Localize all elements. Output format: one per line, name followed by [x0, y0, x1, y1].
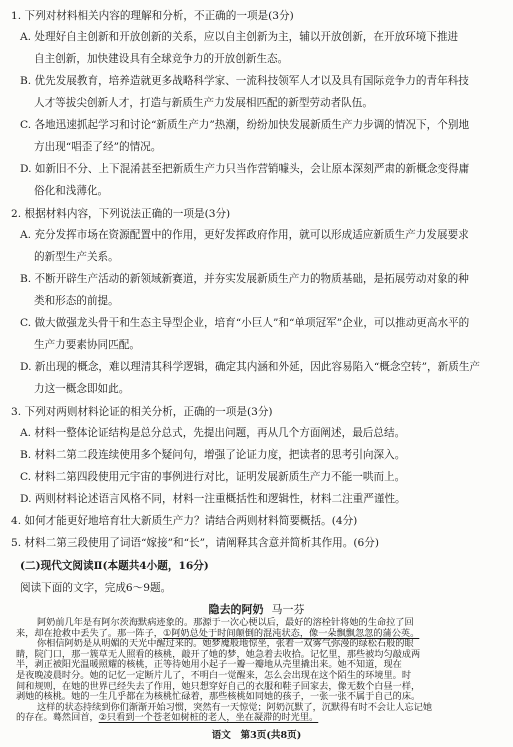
q2-option-d: [20, 356, 503, 400]
q2-option-a: [20, 224, 503, 268]
passage-line: 半，剥正被阳光温暖照耀的核桃，正等待她用小起子一瓣一瓣地从壳里撬出来。她不知道，现在: [16, 659, 402, 671]
option-line: A. 充分发挥市场在资源配置中的作用，更好发挥政府作用，就可以形成适应新质生产力发展要求: [20, 229, 469, 241]
option-line: D. 如新旧不分、上下混淆甚至把新质生产力只当作营销噱头，会让原本深刻严肃的新概念变得庸: [20, 163, 470, 175]
option-line: B. 优先发展教育，培养造就更多战略科学家、一流科技领军人才以及具有国际竞争力的青年科技: [20, 75, 469, 87]
q3-option-b: [20, 444, 503, 466]
option-line: D. 两则材料论述语言风格不同，材料一注重概括性和逻辑性，材料二注重严谨性。: [20, 493, 406, 505]
q1-option-c: [20, 114, 503, 158]
passage-line: 这样的状态持续到你们渐渐开始习惯，突然有一天惊觉；阿奶沉默了，沉默得有时不会让人忘记她: [37, 701, 433, 713]
option-line: D. 新出现的概念，难以理清其科学逻辑，确定其内涵和外延，因此容易陷入“概念空转”，新质生产: [20, 361, 481, 373]
page-footer: 语文 第3页(共8页): [211, 730, 302, 741]
passage-line: 间和规则，在她的世界已经失去了作用，她只想穿好自己的衣服和鞋子回家去，像无数个白昼一样，: [16, 680, 421, 692]
section-instruction: 阅读下面的文字，完成6～9题。: [20, 582, 172, 594]
option-line: A. 处理好自主创新和开放创新的关系，应以自主创新为主，辅以开放创新，在开放环境下推进: [20, 31, 459, 43]
q3-option-d: [20, 488, 503, 510]
underlined-sentence-1: ①阿奶总处于时间颠倒的混沌状态，像一朵飘飘忽忽的蒲公英。: [163, 627, 420, 639]
option-line: 的新型生产关系。: [34, 251, 119, 263]
passage-text: 来，却在抢救中丢失了。那一阵子，: [16, 627, 163, 639]
option-line: 人才等拔尖创新人才，打造与新质生产力发展相匹配的新型劳动者队伍。: [34, 97, 373, 109]
passage-line: 睛，院门口，那一簇草无人照看的核桃，敲开了她的梦，她急着去收拾。记忆里，那些被均匀敲成两: [16, 648, 421, 660]
option-line: C. 各地迅速抓起学习和讨论“新质生产力”热潮，纷纷加快发展新质生产力步调的情况下，个别地: [20, 119, 470, 131]
question-3-stem: 3. 下列对两则材料论证的相关分析，正确的一项是(3分): [11, 406, 273, 418]
passage-line: [16, 713, 506, 724]
q1-option-a: [20, 26, 503, 70]
q2-option-c: [20, 312, 503, 356]
q3-option-c: [20, 466, 503, 488]
option-line: C. 材料二第四段使用元宇宙的事例进行对比，证明发展新质生产力不能一哄而上。: [20, 471, 406, 483]
option-line: 方出现“唱歪了经”的情况。: [34, 141, 162, 153]
passage-title: [0, 601, 513, 617]
underlined-sentence-2: ②只看到一个苍老如树桩的老人，坐在凝滞的时光里。: [98, 712, 319, 724]
passage-line: 阿奶前几年是有阿尔茨海默病迹象的。那源于一次心梗以后，最好的溶栓针将她的生命拉了回: [37, 617, 414, 628]
option-line: B. 不断开辟生产活动的新领域新赛道，并夯实发展新质生产力的物质基础，是拓展劳动对象的种: [20, 273, 469, 285]
option-line: 力这一概念即如此。: [34, 383, 130, 395]
passage-line: 你相信阿奶是从明媚的天光中醒过来的。她梦魇般地惊坐，张着一双雾气弥漫的绿松石般的眼: [37, 638, 414, 650]
option-line: C. 做大做强龙头骨干和生态主导型企业，培育“小巨人”和“单项冠军”企业，可以推动更高水平的: [20, 317, 470, 329]
question-4-stem: 4. 如何才能更好地培育壮大新质生产力？请结合两则材料简要概括。(4分): [11, 515, 358, 527]
option-line: 俗化和浅薄化。: [34, 185, 109, 197]
option-line: 类和形态的前提。: [34, 295, 119, 307]
passage-line: 剥她的核桃。她的一生几乎都在为核桃忙碌着，那些核桃如同她的孩子，一张一张不属于自己的床。: [16, 691, 421, 703]
option-line: 生产力要素协同匹配。: [34, 339, 140, 351]
option-line: A. 材料一整体论证结构是总分总式，先提出问题，再从几个方面阐述，最后总结。: [20, 427, 406, 439]
question-5-stem: 5. 材料二第三段使用了词语“嫁接”和“长”，请阐释其含意并简析其作用。(6分): [11, 537, 379, 549]
question-1-stem: 1. 下列对材料相关内容的理解和分析，不正确的一项是(3分): [11, 10, 294, 22]
q1-option-d: [20, 158, 503, 202]
title-text: 隐去的阿奶: [208, 603, 264, 616]
passage-line: 是夜晚凌晨时分。她的记忆一定断片儿了，不明白一觉醒来，怎么会出现在这个陌生的环境里。时: [16, 669, 412, 681]
q3-option-a: [20, 422, 503, 444]
q1-option-b: [20, 70, 503, 114]
passage-body: [16, 618, 506, 724]
section-heading: (二)现代文阅读Ⅱ(本题共4小题，16分): [20, 560, 209, 572]
q2-option-b: [20, 268, 503, 312]
option-line: B. 材料二第二段连续使用多个疑问句，增强了论证力度，把读者的思考引向深入。: [20, 449, 406, 461]
passage-text: 的存在。蓦然回首，: [16, 712, 99, 724]
author-name: 马一芬: [271, 603, 305, 616]
option-line: 自主创新，加快建设具有全球竞争力的开放创新生态。: [34, 53, 289, 65]
question-2-stem: 2. 根据材料内容，下列说法正确的一项是(3分): [11, 208, 231, 220]
